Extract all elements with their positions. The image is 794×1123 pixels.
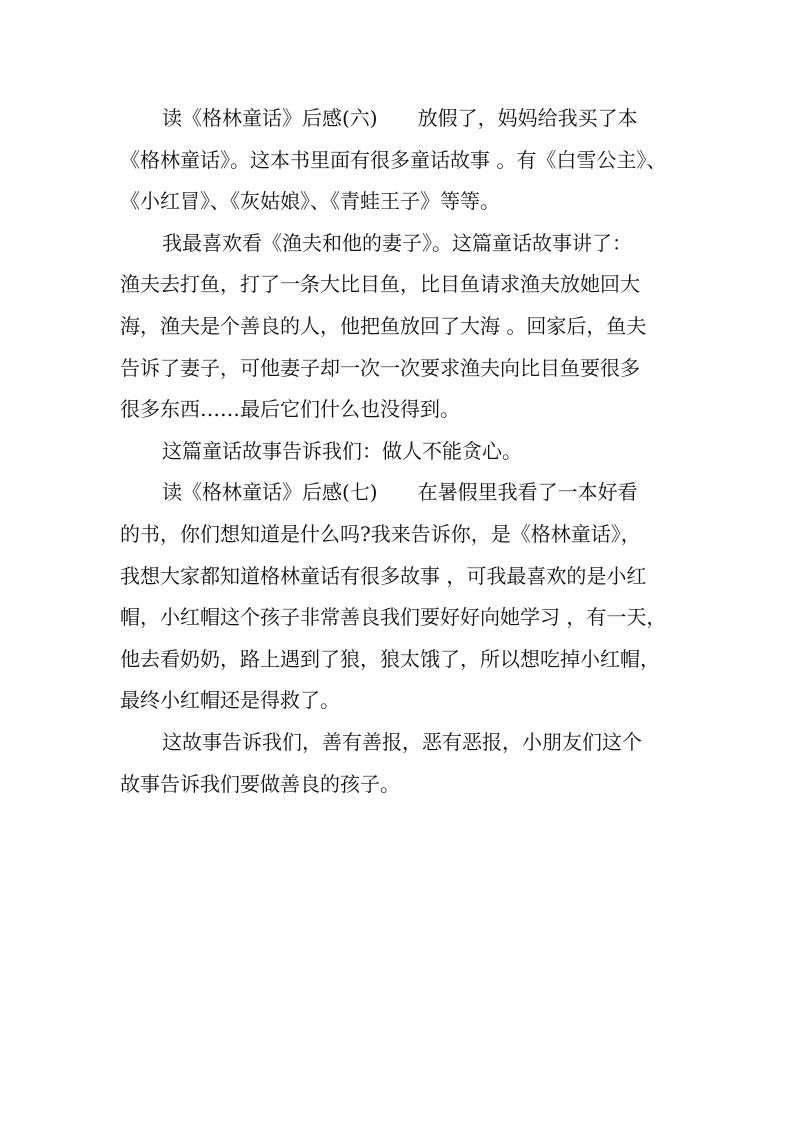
text-line: 帽，小红帽这个孩子非常善良我们要好好向她学习 ，有一天， bbox=[120, 605, 667, 630]
text-line: 这篇童话故事告诉我们：做人不能贪心。 bbox=[162, 438, 522, 463]
document-body bbox=[120, 98, 686, 805]
text-line: 海，渔夫是个善良的人，他把鱼放回了大海 。回家后，鱼夫 bbox=[120, 313, 647, 338]
text-line: 最终小红帽还是得救了。 bbox=[120, 688, 340, 713]
text-line: 告诉了妻子，可他妻子却一次一次要求渔夫向比目鱼要很多 bbox=[120, 355, 640, 380]
text-line: 读《格林童话》后感(六) 放假了，妈妈给我买了本 bbox=[162, 106, 638, 130]
text-line: 故事告诉我们要做善良的孩子。 bbox=[120, 771, 400, 796]
text-line: 读《格林童话》后感(七) 在暑假里我看了一本好看 bbox=[162, 480, 638, 505]
text-line: 《小红冒》、《灰姑娘》、《青蛙王子》等等。 bbox=[120, 189, 500, 214]
text-line: 我想大家都知道格林童话有很多故事 ，可我最喜欢的是小红 bbox=[120, 563, 647, 588]
text-line: 《格林童话》。这本书里面有很多童话故事 。有《白雪公主》、 bbox=[120, 147, 667, 172]
text-line: 我最喜欢看《渔夫和他的妻子》。这篇童话故事讲了： bbox=[162, 230, 632, 255]
text-line: 很多东西……最后它们什么也没得到。 bbox=[120, 397, 460, 422]
text-line: 渔夫去打鱼，打了一条大比目鱼，比目鱼请求渔夫放她回大 bbox=[120, 272, 640, 297]
text-line: 的书，你们想知道是什么吗?我来告诉你，是《格林童话》， bbox=[120, 521, 641, 546]
text-line: 这故事告诉我们，善有善报，恶有恶报，小朋友们这个 bbox=[162, 729, 642, 754]
text-line: 他去看奶奶，路上遇到了狼，狼太饿了，所以想吃掉小红帽， bbox=[120, 646, 660, 671]
